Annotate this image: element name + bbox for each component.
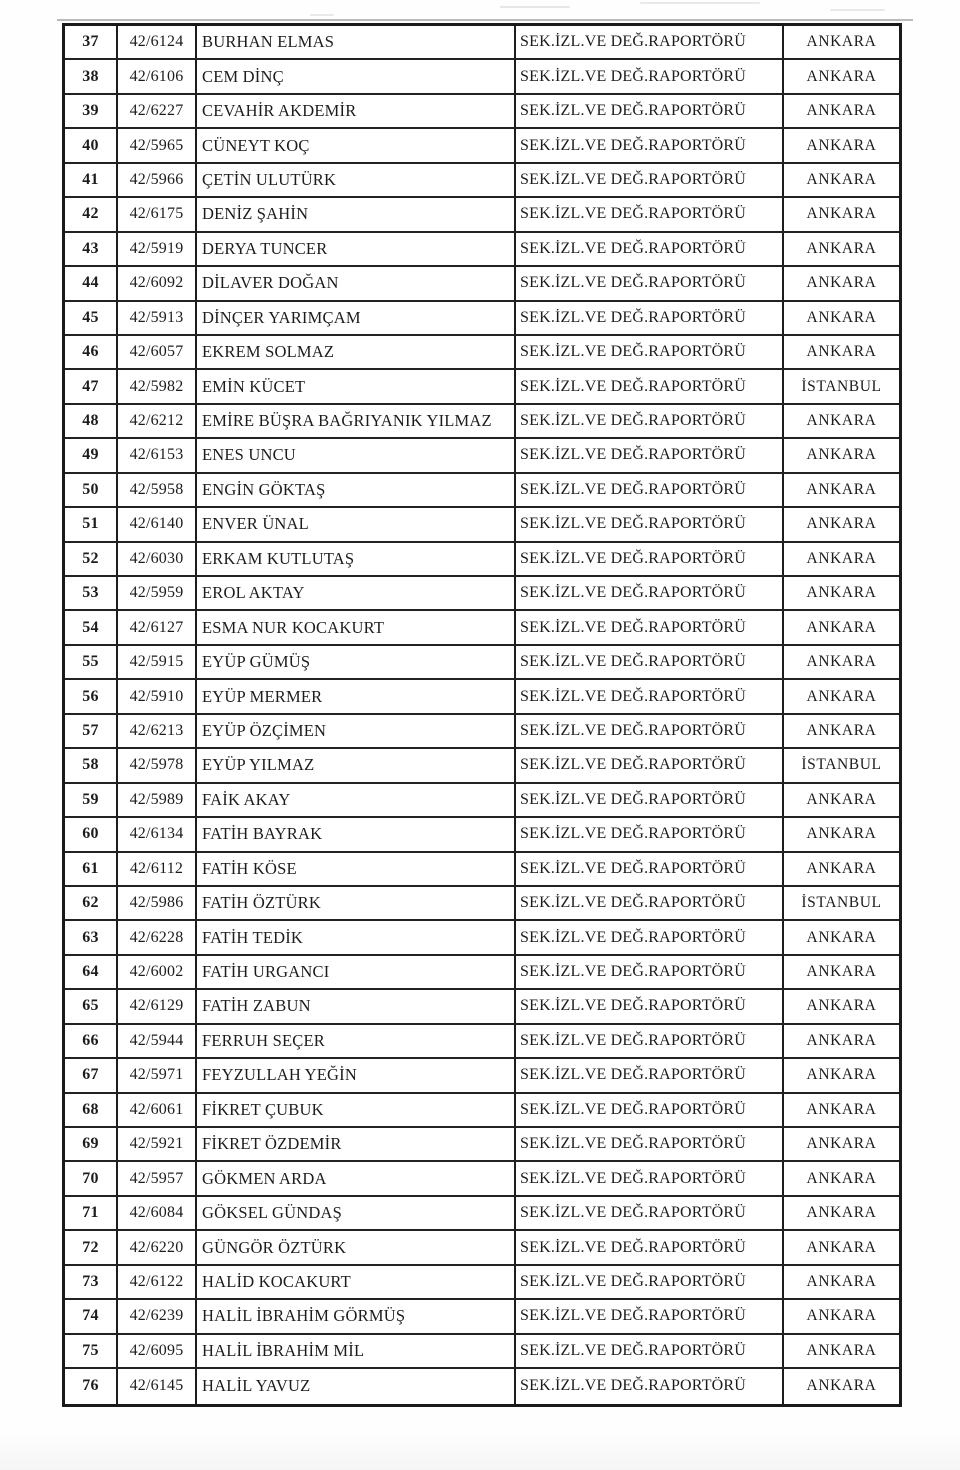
- table-row: [65, 439, 899, 473]
- duty-title-cell: SEK.İZL.VE DEĞ.RAPORTÖRÜ: [516, 1094, 784, 1126]
- person-name-cell: ÇETİN ULUTÜRK: [197, 164, 516, 196]
- duty-title-cell: SEK.İZL.VE DEĞ.RAPORTÖRÜ: [516, 164, 784, 196]
- duty-title-cell: SEK.İZL.VE DEĞ.RAPORTÖRÜ: [516, 1197, 784, 1229]
- registration-number-cell: 42/6239: [118, 1300, 197, 1332]
- person-name-cell: ENGİN GÖKTAŞ: [197, 474, 516, 506]
- city-cell: ANKARA: [806, 1066, 877, 1084]
- city-cell: ANKARA: [806, 618, 877, 636]
- person-name-cell: FATİH BAYRAK: [197, 818, 516, 850]
- city-cell: ANKARA: [806, 136, 877, 154]
- registration-number-cell: 42/6228: [118, 921, 197, 953]
- registration-number-cell: 42/5982: [118, 370, 197, 402]
- table-row: [65, 129, 899, 163]
- person-name-cell: FATİH TEDİK: [197, 921, 516, 953]
- row-number-cell: 60: [65, 818, 118, 850]
- row-number-cell: 64: [65, 956, 118, 988]
- duty-title-cell: SEK.İZL.VE DEĞ.RAPORTÖRÜ: [516, 198, 784, 230]
- registration-number-cell: 42/6153: [118, 439, 197, 471]
- table-row: [65, 474, 899, 508]
- row-number-cell: 46: [65, 336, 118, 368]
- person-name-cell: DENİZ ŞAHİN: [197, 198, 516, 230]
- table-row: [65, 1300, 899, 1334]
- person-name-cell: FERRUH SEÇER: [197, 1025, 516, 1057]
- duty-title-cell: SEK.İZL.VE DEĞ.RAPORTÖRÜ: [516, 577, 784, 609]
- city-cell: ANKARA: [806, 308, 877, 326]
- person-name-cell: FAİK AKAY: [197, 784, 516, 816]
- registration-number-cell: 42/6092: [118, 267, 197, 299]
- table-row: [65, 1231, 899, 1265]
- table-row: [65, 1059, 899, 1093]
- table-row: [65, 336, 899, 370]
- duty-title-cell: SEK.İZL.VE DEĞ.RAPORTÖRÜ: [516, 818, 784, 850]
- row-number-cell: 40: [65, 129, 118, 161]
- row-number-cell: 53: [65, 577, 118, 609]
- row-number-cell: 70: [65, 1162, 118, 1194]
- city-cell: ANKARA: [806, 721, 877, 739]
- city-cell: ANKARA: [806, 1377, 877, 1395]
- city-cell: ANKARA: [806, 963, 877, 981]
- city-cell: İSTANBUL: [801, 894, 882, 912]
- duty-title-cell: SEK.İZL.VE DEĞ.RAPORTÖRÜ: [516, 1128, 784, 1160]
- table-row: [65, 887, 899, 921]
- city-cell: ANKARA: [806, 928, 877, 946]
- duty-title-cell: SEK.İZL.VE DEĞ.RAPORTÖRÜ: [516, 956, 784, 988]
- table-row: [65, 508, 899, 542]
- person-name-cell: HALİL YAVUZ: [197, 1369, 516, 1403]
- row-number-cell: 69: [65, 1128, 118, 1160]
- duty-title-cell: SEK.İZL.VE DEĞ.RAPORTÖRÜ: [516, 680, 784, 712]
- city-cell: ANKARA: [806, 480, 877, 498]
- table-row: [65, 853, 899, 887]
- row-number-cell: 54: [65, 611, 118, 643]
- person-name-cell: CEM DİNÇ: [197, 60, 516, 92]
- registration-number-cell: 42/5919: [118, 233, 197, 265]
- city-cell: ANKARA: [806, 549, 877, 567]
- person-name-cell: CÜNEYT KOÇ: [197, 129, 516, 161]
- duty-title-cell: SEK.İZL.VE DEĞ.RAPORTÖRÜ: [516, 1266, 784, 1298]
- registration-number-cell: 42/5958: [118, 474, 197, 506]
- city-cell: ANKARA: [806, 825, 877, 843]
- duty-title-cell: SEK.İZL.VE DEĞ.RAPORTÖRÜ: [516, 60, 784, 92]
- row-number-cell: 47: [65, 370, 118, 402]
- city-cell: ANKARA: [806, 1272, 877, 1290]
- registration-number-cell: 42/6127: [118, 611, 197, 643]
- registration-number-cell: 42/5978: [118, 749, 197, 781]
- registration-number-cell: 42/5910: [118, 680, 197, 712]
- registration-number-cell: 42/5921: [118, 1128, 197, 1160]
- table-row: [65, 1369, 899, 1403]
- table-row: [65, 405, 899, 439]
- table-row: [65, 784, 899, 818]
- row-number-cell: 55: [65, 646, 118, 678]
- person-name-cell: EKREM SOLMAZ: [197, 336, 516, 368]
- person-name-cell: FATİH URGANCI: [197, 956, 516, 988]
- registration-number-cell: 42/6106: [118, 60, 197, 92]
- registration-number-cell: 42/6122: [118, 1266, 197, 1298]
- registration-number-cell: 42/6112: [118, 853, 197, 885]
- row-number-cell: 71: [65, 1197, 118, 1229]
- duty-title-cell: SEK.İZL.VE DEĞ.RAPORTÖRÜ: [516, 439, 784, 471]
- city-cell: ANKARA: [806, 67, 877, 85]
- table-row: [65, 198, 899, 232]
- duty-title-cell: SEK.İZL.VE DEĞ.RAPORTÖRÜ: [516, 129, 784, 161]
- row-number-cell: 48: [65, 405, 118, 437]
- row-number-cell: 68: [65, 1094, 118, 1126]
- duty-title-cell: SEK.İZL.VE DEĞ.RAPORTÖRÜ: [516, 1162, 784, 1194]
- city-cell: ANKARA: [806, 584, 877, 602]
- table-row: [65, 990, 899, 1024]
- row-number-cell: 73: [65, 1266, 118, 1298]
- registration-number-cell: 42/6057: [118, 336, 197, 368]
- row-number-cell: 74: [65, 1300, 118, 1332]
- person-name-cell: FATİH ÖZTÜRK: [197, 887, 516, 919]
- personnel-roster-table: [62, 23, 902, 1407]
- person-name-cell: HALİD KOCAKURT: [197, 1266, 516, 1298]
- duty-title-cell: SEK.İZL.VE DEĞ.RAPORTÖRÜ: [516, 784, 784, 816]
- person-name-cell: ESMA NUR KOCAKURT: [197, 611, 516, 643]
- duty-title-cell: SEK.İZL.VE DEĞ.RAPORTÖRÜ: [516, 749, 784, 781]
- city-cell: ANKARA: [806, 1169, 877, 1187]
- table-row: [65, 611, 899, 645]
- row-number-cell: 75: [65, 1335, 118, 1367]
- table-row: [65, 1266, 899, 1300]
- person-name-cell: FATİH KÖSE: [197, 853, 516, 885]
- table-row: [65, 95, 899, 129]
- person-name-cell: EMİRE BÜŞRA BAĞRIYANIK YILMAZ: [197, 405, 516, 437]
- city-cell: ANKARA: [806, 205, 877, 223]
- duty-title-cell: SEK.İZL.VE DEĞ.RAPORTÖRÜ: [516, 646, 784, 678]
- row-number-cell: 62: [65, 887, 118, 919]
- table-row: [65, 26, 899, 60]
- person-name-cell: FEYZULLAH YEĞİN: [197, 1059, 516, 1091]
- city-cell: ANKARA: [806, 446, 877, 464]
- city-cell: ANKARA: [806, 412, 877, 430]
- registration-number-cell: 42/5915: [118, 646, 197, 678]
- row-number-cell: 39: [65, 95, 118, 127]
- city-cell: ANKARA: [806, 170, 877, 188]
- table-row: [65, 818, 899, 852]
- city-cell: ANKARA: [806, 790, 877, 808]
- person-name-cell: FATİH ZABUN: [197, 990, 516, 1022]
- person-name-cell: EMİN KÜCET: [197, 370, 516, 402]
- city-cell: ANKARA: [806, 515, 877, 533]
- person-name-cell: ENES UNCU: [197, 439, 516, 471]
- table-row: [65, 60, 899, 94]
- row-number-cell: 58: [65, 749, 118, 781]
- duty-title-cell: SEK.İZL.VE DEĞ.RAPORTÖRÜ: [516, 887, 784, 919]
- registration-number-cell: 42/5965: [118, 129, 197, 161]
- table-row: [65, 1094, 899, 1128]
- duty-title-cell: SEK.İZL.VE DEĞ.RAPORTÖRÜ: [516, 1231, 784, 1263]
- city-cell: ANKARA: [806, 1204, 877, 1222]
- duty-title-cell: SEK.İZL.VE DEĞ.RAPORTÖRÜ: [516, 1335, 784, 1367]
- registration-number-cell: 42/5989: [118, 784, 197, 816]
- table-row: [65, 1335, 899, 1369]
- registration-number-cell: 42/6220: [118, 1231, 197, 1263]
- person-name-cell: HALİL İBRAHİM GÖRMÜŞ: [197, 1300, 516, 1332]
- person-name-cell: FİKRET ÇUBUK: [197, 1094, 516, 1126]
- duty-title-cell: SEK.İZL.VE DEĞ.RAPORTÖRÜ: [516, 267, 784, 299]
- row-number-cell: 42: [65, 198, 118, 230]
- duty-title-cell: SEK.İZL.VE DEĞ.RAPORTÖRÜ: [516, 990, 784, 1022]
- person-name-cell: HALİL İBRAHİM MİL: [197, 1335, 516, 1367]
- duty-title-cell: SEK.İZL.VE DEĞ.RAPORTÖRÜ: [516, 508, 784, 540]
- duty-title-cell: SEK.İZL.VE DEĞ.RAPORTÖRÜ: [516, 26, 784, 58]
- table-row: [65, 1162, 899, 1196]
- row-number-cell: 56: [65, 680, 118, 712]
- table-row: [65, 680, 899, 714]
- registration-number-cell: 42/6061: [118, 1094, 197, 1126]
- scan-artifact: [310, 14, 334, 16]
- registration-number-cell: 42/6095: [118, 1335, 197, 1367]
- city-cell: ANKARA: [806, 239, 877, 257]
- duty-title-cell: SEK.İZL.VE DEĞ.RAPORTÖRÜ: [516, 1300, 784, 1332]
- row-number-cell: 63: [65, 921, 118, 953]
- registration-number-cell: 42/6175: [118, 198, 197, 230]
- city-cell: ANKARA: [806, 343, 877, 361]
- table-row: [65, 1128, 899, 1162]
- person-name-cell: CEVAHİR AKDEMİR: [197, 95, 516, 127]
- row-number-cell: 72: [65, 1231, 118, 1263]
- person-name-cell: GÜNGÖR ÖZTÜRK: [197, 1231, 516, 1263]
- row-number-cell: 61: [65, 853, 118, 885]
- row-number-cell: 59: [65, 784, 118, 816]
- scan-bottom-shade: [0, 1430, 960, 1470]
- registration-number-cell: 42/6213: [118, 715, 197, 747]
- row-number-cell: 67: [65, 1059, 118, 1091]
- duty-title-cell: SEK.İZL.VE DEĞ.RAPORTÖRÜ: [516, 1059, 784, 1091]
- registration-number-cell: 42/5913: [118, 302, 197, 334]
- person-name-cell: DİLAVER DOĞAN: [197, 267, 516, 299]
- row-number-cell: 66: [65, 1025, 118, 1057]
- duty-title-cell: SEK.İZL.VE DEĞ.RAPORTÖRÜ: [516, 302, 784, 334]
- duty-title-cell: SEK.İZL.VE DEĞ.RAPORTÖRÜ: [516, 474, 784, 506]
- registration-number-cell: 42/6134: [118, 818, 197, 850]
- registration-number-cell: 42/6030: [118, 543, 197, 575]
- table-row: [65, 267, 899, 301]
- row-number-cell: 65: [65, 990, 118, 1022]
- city-cell: ANKARA: [806, 1307, 877, 1325]
- table-row: [65, 1025, 899, 1059]
- duty-title-cell: SEK.İZL.VE DEĞ.RAPORTÖRÜ: [516, 543, 784, 575]
- table-row: [65, 749, 899, 783]
- row-number-cell: 50: [65, 474, 118, 506]
- registration-number-cell: 42/5957: [118, 1162, 197, 1194]
- registration-number-cell: 42/6124: [118, 26, 197, 58]
- table-row: [65, 543, 899, 577]
- table-row: [65, 921, 899, 955]
- duty-title-cell: SEK.İZL.VE DEĞ.RAPORTÖRÜ: [516, 370, 784, 402]
- city-cell: ANKARA: [806, 274, 877, 292]
- duty-title-cell: SEK.İZL.VE DEĞ.RAPORTÖRÜ: [516, 405, 784, 437]
- registration-number-cell: 42/5944: [118, 1025, 197, 1057]
- duty-title-cell: SEK.İZL.VE DEĞ.RAPORTÖRÜ: [516, 336, 784, 368]
- city-cell: ANKARA: [806, 653, 877, 671]
- registration-number-cell: 42/5959: [118, 577, 197, 609]
- row-number-cell: 38: [65, 60, 118, 92]
- city-cell: İSTANBUL: [801, 756, 882, 774]
- person-name-cell: EYÜP YILMAZ: [197, 749, 516, 781]
- table-row: [65, 956, 899, 990]
- city-cell: ANKARA: [806, 1100, 877, 1118]
- person-name-cell: FİKRET ÖZDEMİR: [197, 1128, 516, 1160]
- row-number-cell: 51: [65, 508, 118, 540]
- city-cell: ANKARA: [806, 859, 877, 877]
- table-row: [65, 302, 899, 336]
- city-cell: ANKARA: [806, 1341, 877, 1359]
- table-row: [65, 646, 899, 680]
- registration-number-cell: 42/5986: [118, 887, 197, 919]
- table-row: [65, 715, 899, 749]
- row-number-cell: 76: [65, 1369, 118, 1403]
- person-name-cell: BURHAN ELMAS: [197, 26, 516, 58]
- person-name-cell: DERYA TUNCER: [197, 233, 516, 265]
- city-cell: ANKARA: [806, 1135, 877, 1153]
- city-cell: ANKARA: [806, 997, 877, 1015]
- row-number-cell: 49: [65, 439, 118, 471]
- registration-number-cell: 42/6140: [118, 508, 197, 540]
- city-cell: İSTANBUL: [801, 377, 882, 395]
- registration-number-cell: 42/6084: [118, 1197, 197, 1229]
- table-row: [65, 233, 899, 267]
- person-name-cell: EYÜP ÖZÇİMEN: [197, 715, 516, 747]
- person-name-cell: GÖKMEN ARDA: [197, 1162, 516, 1194]
- table-row: [65, 1197, 899, 1231]
- duty-title-cell: SEK.İZL.VE DEĞ.RAPORTÖRÜ: [516, 921, 784, 953]
- scan-artifact: [500, 6, 570, 8]
- table-row: [65, 164, 899, 198]
- person-name-cell: GÖKSEL GÜNDAŞ: [197, 1197, 516, 1229]
- city-cell: ANKARA: [806, 102, 877, 120]
- registration-number-cell: 42/6129: [118, 990, 197, 1022]
- duty-title-cell: SEK.İZL.VE DEĞ.RAPORTÖRÜ: [516, 233, 784, 265]
- scan-artifact: [830, 9, 885, 11]
- duty-title-cell: SEK.İZL.VE DEĞ.RAPORTÖRÜ: [516, 715, 784, 747]
- registration-number-cell: 42/6002: [118, 956, 197, 988]
- city-cell: ANKARA: [806, 33, 877, 51]
- duty-title-cell: SEK.İZL.VE DEĞ.RAPORTÖRÜ: [516, 95, 784, 127]
- scan-artifact: [640, 2, 760, 4]
- city-cell: ANKARA: [806, 687, 877, 705]
- duty-title-cell: SEK.İZL.VE DEĞ.RAPORTÖRÜ: [516, 611, 784, 643]
- registration-number-cell: 42/6145: [118, 1369, 197, 1403]
- row-number-cell: 41: [65, 164, 118, 196]
- person-name-cell: EROL AKTAY: [197, 577, 516, 609]
- person-name-cell: ENVER ÜNAL: [197, 508, 516, 540]
- registration-number-cell: 42/5966: [118, 164, 197, 196]
- duty-title-cell: SEK.İZL.VE DEĞ.RAPORTÖRÜ: [516, 853, 784, 885]
- row-number-cell: 37: [65, 26, 118, 58]
- row-number-cell: 52: [65, 543, 118, 575]
- row-number-cell: 57: [65, 715, 118, 747]
- row-number-cell: 44: [65, 267, 118, 299]
- duty-title-cell: SEK.İZL.VE DEĞ.RAPORTÖRÜ: [516, 1025, 784, 1057]
- person-name-cell: DİNÇER YARIMÇAM: [197, 302, 516, 334]
- registration-number-cell: 42/6212: [118, 405, 197, 437]
- registration-number-cell: 42/6227: [118, 95, 197, 127]
- person-name-cell: EYÜP MERMER: [197, 680, 516, 712]
- table-row: [65, 370, 899, 404]
- duty-title-cell: SEK.İZL.VE DEĞ.RAPORTÖRÜ: [516, 1369, 784, 1403]
- table-row: [65, 577, 899, 611]
- row-number-cell: 45: [65, 302, 118, 334]
- row-number-cell: 43: [65, 233, 118, 265]
- person-name-cell: ERKAM KUTLUTAŞ: [197, 543, 516, 575]
- registration-number-cell: 42/5971: [118, 1059, 197, 1091]
- person-name-cell: EYÜP GÜMÜŞ: [197, 646, 516, 678]
- city-cell: ANKARA: [806, 1238, 877, 1256]
- city-cell: ANKARA: [806, 1031, 877, 1049]
